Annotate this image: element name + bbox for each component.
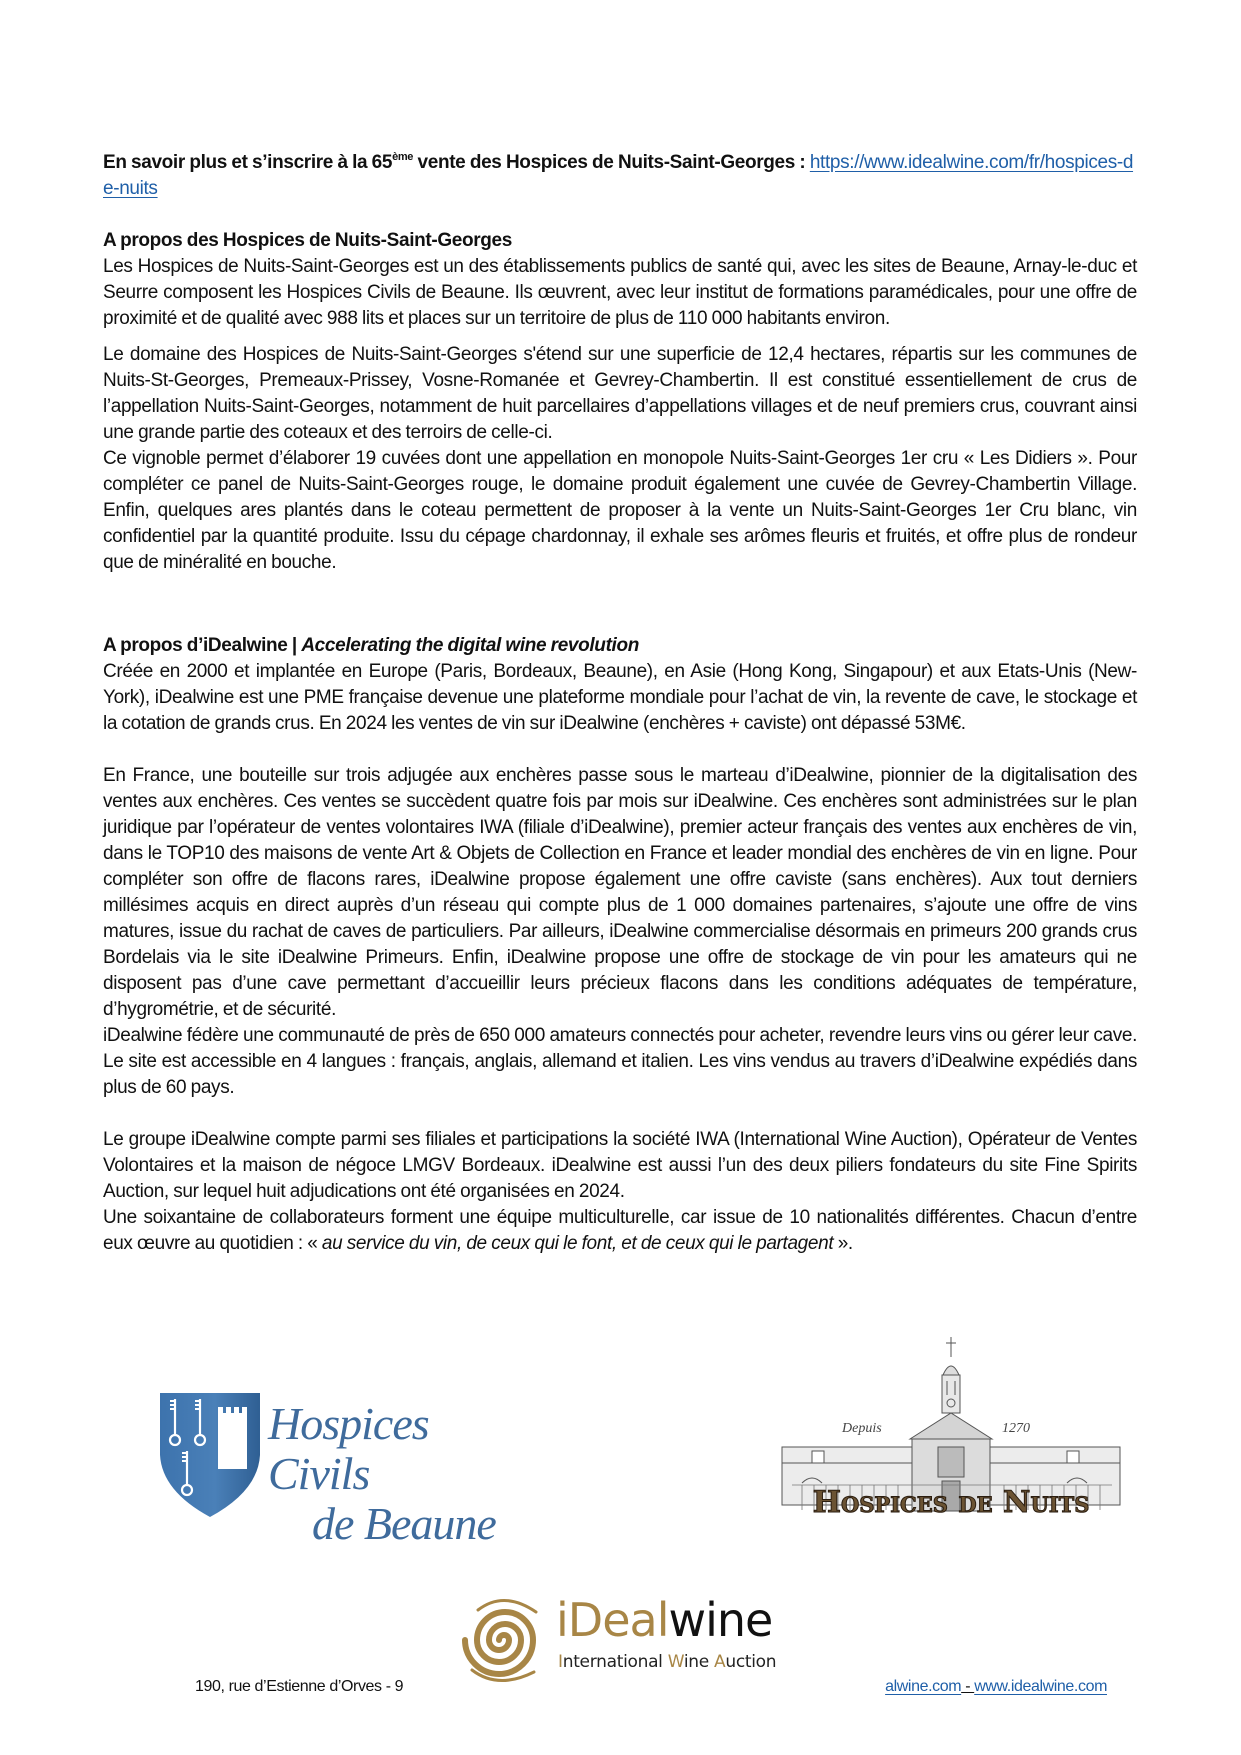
beaune-shield-icon [160,1393,260,1517]
hospices-de-nuits-logo [762,1335,1140,1535]
tag-part-6: uction [725,1652,777,1672]
tag-letter-a: A [714,1652,726,1672]
section-idealwine [103,633,1137,1257]
hospices-de-nuits-link[interactable]: https://www.idealwine.com/fr/hospices-de-nuits [103,152,1134,199]
p5-end: ». [833,1233,853,1254]
section-hospices-nuits [103,228,1137,576]
footer-separator: - [961,1678,975,1695]
idealwine-name-part-1: iDeal [556,1593,669,1647]
tag-letter-i: I [558,1652,563,1672]
idealwine-paragraph-4: Le groupe iDealwine compte parmi ses filiales et participations la société IWA (International Wine Auction), Opérateur de Ventes Volontaires et la maison de négoce LMGV Bordeaux. iDealwine est aussi l’un des deux piliers fondateurs du site Fine Spirits Auction, sur lequel huit adjudications ont été organisées en 2024. [103,1129,1137,1202]
section-heading-idealwine [103,633,1137,659]
nuits-paragraph-2: Le domaine des Hospices de Nuits-Saint-Georges s'étend sur une superficie de 12,4 hectares, répartis sur les communes de Nuits-St-Georges, Premeaux-Prissey, Vosne-Romanée et Gevrey-Chambertin. Il est constitué essentiellement de crus de l’appellation Nuits-Saint-Georges, notamment de huit parcellaires d’appellations villages et de neuf premiers crus, couvrant ainsi une grande partie des coteaux et des terroirs de celle-ci. [103,344,1137,443]
nuits-wordmark: Hospices de Nuits [812,1485,1090,1520]
p5-quote: au service du vin, de ceux qui le font, et de ceux qui le partagent [321,1233,834,1254]
idealwine-paragraph-3: iDealwine fédère une communauté de près de 650 000 amateurs connectés pour acheter, revendre leurs vins ou gérer leur cave. Le site est accessible en 4 langues : français, anglais, allemand et italien. Les vins vendus au travers d’iDealwine expédiés dans plus de 60 pays. [103,1025,1137,1098]
beaune-line-1: Hospices Civils [268,1398,429,1499]
heading-idealwine-text: A propos d’iDealwine | [103,635,302,656]
idealwine-logo [458,1590,818,1690]
tag-part-4: ine [683,1652,715,1672]
tag-part-2: nternational [562,1652,668,1672]
idealwine-tagline [558,1652,776,1672]
idealwine-paragraph-5 [103,1205,1137,1257]
intro-lead-end: vente des Hospices de Nuits-Saint-Georges : [413,152,810,173]
footer-website-link[interactable]: www.idealwine.com [974,1678,1107,1695]
section-heading-nuits: A propos des Hospices de Nuits-Saint-Georges [103,230,512,251]
heading-idealwine-tagline: Accelerating the digital wine revolution [301,635,639,656]
idealwine-paragraph-1: Créée en 2000 et implantée en Europe (Paris, Bordeaux, Beaune), en Asie (Hong Kong, Singapour) et aux Etats-Unis (New-York), iDealwine est une PME française devenue une plateforme mondiale pour l’achat de vin, la revente de cave, le stockage et la cotation de grands crus. En 2024 les ventes de vin sur iDealwine (enchères + caviste) ont dépassé 53M€. [103,661,1137,734]
idealwine-name-part-2: wine [668,1593,773,1647]
footer-address: 190, rue d’Estienne d’Orves - 9 [195,1678,404,1695]
footer-email-link[interactable]: alwine.com [885,1678,962,1695]
nuits-depuis: Depuis [842,1421,882,1436]
tag-letter-w: W [667,1652,684,1672]
footer-links [885,1678,1107,1696]
nuits-paragraph-1: Les Hospices de Nuits-Saint-Georges est un des établissements publics de santé qui, avec les sites de Beaune, Arnay-le-duc et Seurre composent les Hospices Civils de Beaune. Ils œuvrent, avec leur institut de formations paramédicales, pour une offre de proximité et de qualité avec 988 lits et places sur un territoire de plus de 110 000 habitants environ. [103,256,1137,329]
beaune-wordmark [268,1399,540,1549]
intro-paragraph [103,150,1137,202]
idealwine-wordmark [556,1594,772,1646]
idealwine-paragraph-2: En France, une bouteille sur trois adjugée aux enchères passe sous le marteau d’iDealwine, pionnier de la digitalisation des ventes aux enchères. Ces ventes se succèdent quatre fois par mois sur iDealwine. Ces enchères sont administrées sur le plan juridique par l’opérateur de ventes volontaires IWA (filiale d’iDealwine), premier acteur français des ventes aux enchères de vin, dans le TOP10 des maisons de vente Art & Objets de Collection en France et leader mondial des enchères de vin en ligne. Pour compléter son offre de flacons rares, iDealwine propose également une offre caviste (sans enchères). Aux tout derniers millésimes acquis en direct auprès d’un réseau qui compte plus de 1 000 domaines partenaires, s’ajoute une offre de vins matures, issue du rachat de caves de particuliers. Par ailleurs, iDealwine commercialise désormais en primeurs 200 grands crus Bordelais via le site iDealwine Primeurs. Enfin, iDealwine propose une offre de stockage de vin pour les amateurs qui ne disposent pas d’une cave permettant d’accueillir leurs précieux flacons dans les conditions adéquates de température, d’hygrométrie, et de sécurité. [103,765,1137,1020]
idealwine-swirl-icon [458,1590,550,1690]
hospices-civils-beaune-logo [160,1393,540,1549]
nuits-paragraph-3: Ce vignoble permet d’élaborer 19 cuvées dont une appellation en monopole Nuits-Saint-Georges 1er cru « Les Didiers ». Pour compléter ce panel de Nuits-Saint-Georges rouge, le domaine produit également une cuvée de Gevrey-Chambertin Village. Enfin, quelques ares plantés dans le coteau permettent de proposer à la vente un Nuits-Saint-Georges 1er Cru blanc, vin confidentiel par la quantité produite. Issu du cépage chardonnay, il exhale ses arômes fleuris et fruités, et offre plus de rondeur que de minéralité en bouche. [103,448,1137,573]
nuits-year: 1270 [1002,1421,1030,1436]
intro-lead: En savoir plus et s’inscrire à la 65 [103,152,393,173]
beaune-line-2: de Beaune [312,1498,496,1549]
p5-start: Une soixantaine de collaborateurs forment une équipe multiculturelle, car issue de 10 nationalités différentes. Chacun d’entre eux œuvre au quotidien : « [103,1207,1137,1254]
intro-sup: ème [392,151,414,163]
